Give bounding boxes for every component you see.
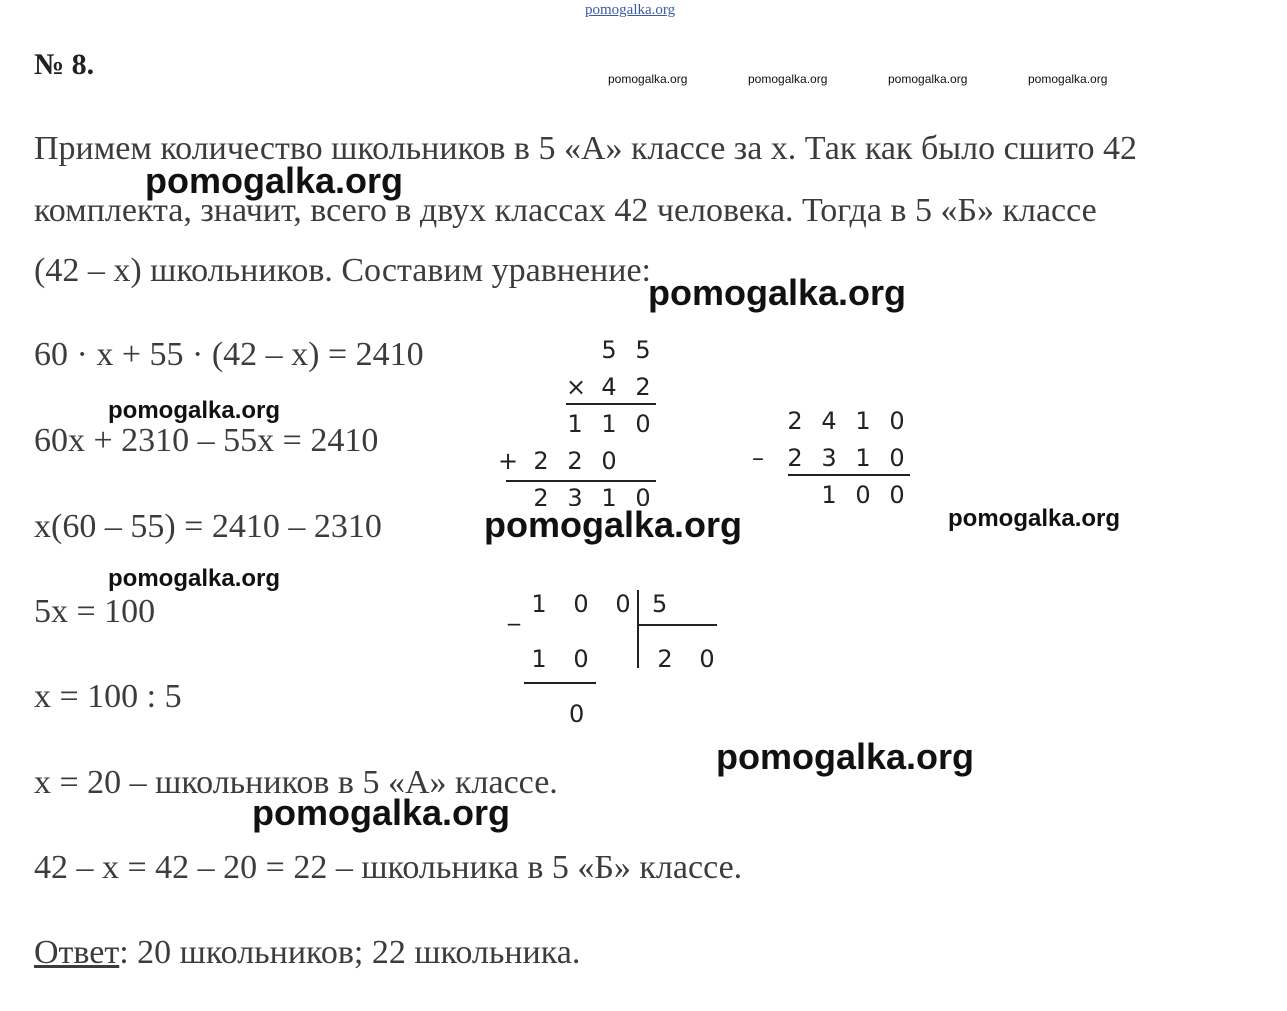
equation-7: 42 – x = 42 – 20 = 22 – школьника в 5 «Б» классе. (34, 849, 743, 886)
intro-line-1: Примем количество школьников в 5 «А» классе за x. Так как было сшито 42 (34, 130, 1137, 167)
mult-line-1 (566, 403, 656, 405)
sub-row-1 (778, 407, 914, 435)
digit: 0 (601, 447, 617, 475)
digit: 2 (657, 645, 673, 673)
digit: 3 (821, 444, 837, 472)
digit: 3 (567, 484, 583, 506)
digit: 1 (601, 410, 617, 438)
digit: 5 (635, 336, 651, 364)
intro-line-2: комплекта, значит, всего в двух классах 42 человека. Тогда в 5 «Б» классе (34, 192, 1097, 229)
digit: 0 (889, 481, 905, 509)
watermark-medium: pomogalka.org (948, 505, 1121, 532)
watermark-big: pomogalka.org (484, 504, 743, 545)
mult-row-2 (592, 373, 660, 401)
digit: 0 (889, 407, 905, 435)
sub-row-2 (778, 444, 914, 472)
digit: 1 (531, 590, 547, 618)
digit: 0 (573, 645, 589, 673)
digit: 1 (821, 481, 837, 509)
intro-line-3: (42 – x) школьников. Составим уравнение: (34, 252, 651, 289)
answer-line (34, 934, 580, 972)
answer-label: Ответ (34, 934, 120, 971)
digit: 4 (601, 373, 617, 401)
sub-minus: – (752, 444, 764, 472)
watermark-big: pomogalka.org (648, 272, 907, 313)
div-subtrahend (518, 645, 602, 673)
digit: 2 (787, 444, 803, 472)
equation-4: 5x = 100 (34, 593, 156, 630)
answer-text: : 20 школьников; 22 школьника. (119, 934, 581, 971)
digit: 2 (787, 407, 803, 435)
watermark-big: pomogalka.org (252, 792, 511, 833)
digit: 1 (567, 410, 583, 438)
digit: 0 (615, 590, 631, 618)
digit: 2 (567, 447, 583, 475)
div-line (524, 682, 596, 684)
equation-5: x = 100 : 5 (34, 678, 182, 715)
digit: 0 (855, 481, 871, 509)
watermark-small: pomogalka.org (608, 72, 688, 86)
mult-result (524, 484, 660, 506)
digit: 1 (855, 444, 871, 472)
watermark-small: pomogalka.org (888, 72, 968, 86)
mult-operator: × (566, 373, 587, 401)
equation-2: 60x + 2310 – 55x = 2410 (34, 422, 379, 459)
digit: 1 (531, 645, 547, 673)
mult-plus: + (498, 447, 519, 475)
div-vertical-line (637, 590, 639, 668)
mult-row-1 (592, 336, 660, 364)
watermark-small: pomogalka.org (748, 72, 828, 86)
div-divisor-line (639, 624, 717, 626)
watermark-small: pomogalka.org (1028, 72, 1108, 86)
problem-number: № 8. (34, 48, 95, 81)
sub-line (788, 474, 910, 476)
digit: 0 (635, 410, 651, 438)
digit: 1 (601, 484, 617, 506)
div-divisor: 5 (652, 590, 668, 618)
equation-3: x(60 – 55) = 2410 – 2310 (34, 508, 382, 545)
equation-6: x = 20 – школьников в 5 «А» классе. (34, 764, 558, 801)
digit: 4 (821, 407, 837, 435)
watermark-medium: pomogalka.org (108, 397, 281, 424)
digit: 0 (635, 484, 651, 506)
watermark-medium: pomogalka.org (108, 565, 281, 592)
watermark-big: pomogalka.org (145, 160, 404, 201)
sub-result (812, 481, 914, 509)
div-dividend (518, 590, 644, 618)
div-quotient (644, 645, 728, 673)
mult-line-2 (506, 480, 656, 482)
div-remainder: 0 (569, 700, 585, 728)
site-link[interactable]: pomogalka.org (585, 2, 676, 18)
watermark-big: pomogalka.org (716, 736, 975, 777)
digit: 0 (573, 590, 589, 618)
mult-partial-1 (558, 410, 660, 438)
mult-partial-2 (524, 447, 626, 475)
digit: 0 (699, 645, 715, 673)
digit: 1 (855, 407, 871, 435)
digit: 2 (533, 484, 549, 506)
digit: 5 (601, 336, 617, 364)
digit: 2 (635, 373, 651, 401)
equation-1: 60 · x + 55 · (42 – x) = 2410 (34, 336, 424, 373)
div-minus: _ (508, 598, 520, 626)
digit: 2 (533, 447, 549, 475)
digit: 0 (889, 444, 905, 472)
